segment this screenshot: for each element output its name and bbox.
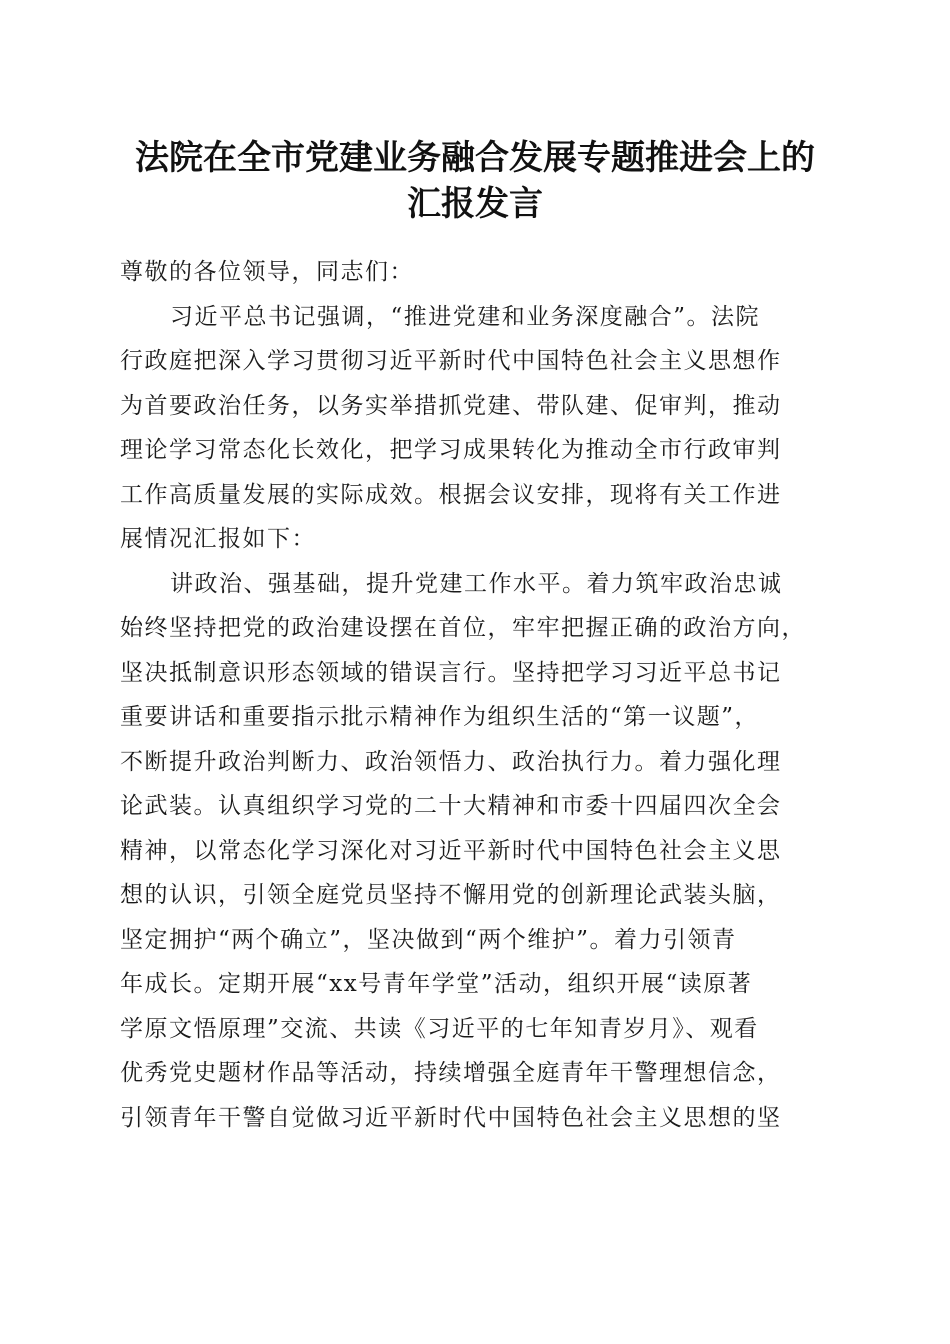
paragraph-line: 年成长。定期开展“xx号青年学堂”活动，组织开展“读原著 [120,971,753,997]
paragraph-2 [120,562,825,1141]
paragraph-line: 始终坚持把党的政治建设摆在首位，牢牢把握正确的政治方向， [120,615,806,641]
document-title [100,135,850,227]
paragraph-line: 工作高质量发展的实际成效。根据会议安排，现将有关工作进 [120,481,782,508]
paragraph-line: 想的认识，引领全庭党员坚持不懈用党的创新理论武装头脑， [120,882,782,908]
title-line-2: 汇报发言 [407,184,543,224]
paragraph-line: 不断提升政治判断力、政治领悟力、政治执行力。着力强化理 [120,748,782,775]
salutation: 尊敬的各位领导，同志们： [120,259,414,285]
paragraph-line: 理论学习常态化长效化，把学习成果转化为推动全市行政审判 [120,437,782,463]
paragraph-line: 展情况汇报如下： [120,526,316,552]
paragraph-line: 重要讲话和重要指示批示精神作为组织生活的“第一议题”， [120,704,760,730]
paragraph-1 [120,295,825,562]
paragraph-line: 精神，以常态化学习深化对习近平新时代中国特色社会主义思 [120,837,782,864]
paragraph-line: 优秀党史题材作品等活动，持续增强全庭青年干警理想信念， [120,1060,782,1086]
paragraph-line: 坚决抵制意识形态领域的错误言行。坚持把学习习近平总书记 [120,659,782,686]
paragraph-line: 习近平总书记强调，“推进党建和业务深度融合”。法院 [170,303,761,330]
paragraph-line: 讲政治、强基础，提升党建工作水平。着力筑牢政治忠诚 [170,570,783,597]
paragraph-line: 行政庭把深入学习贯彻习近平新时代中国特色社会主义思想作 [120,348,782,374]
paragraph-line: 为首要政治任务，以务实举措抓党建、带队建、促审判，推动 [120,392,782,419]
paragraph-line: 论武装。认真组织学习党的二十大精神和市委十四届四次全会 [120,793,782,819]
title-line-1: 法院在全市党建业务融合发展专题推进会上的 [135,138,815,178]
paragraph-line: 学原文悟原理”交流、共读《习近平的七年知青岁月》、观看 [120,1015,759,1042]
paragraph-line: 引领青年干警自觉做习近平新时代中国特色社会主义思想的坚 [120,1104,782,1131]
paragraph-line: 坚定拥护“两个确立”，坚决做到“两个维护”。着力引领青 [120,926,737,953]
document-body [120,250,825,1140]
